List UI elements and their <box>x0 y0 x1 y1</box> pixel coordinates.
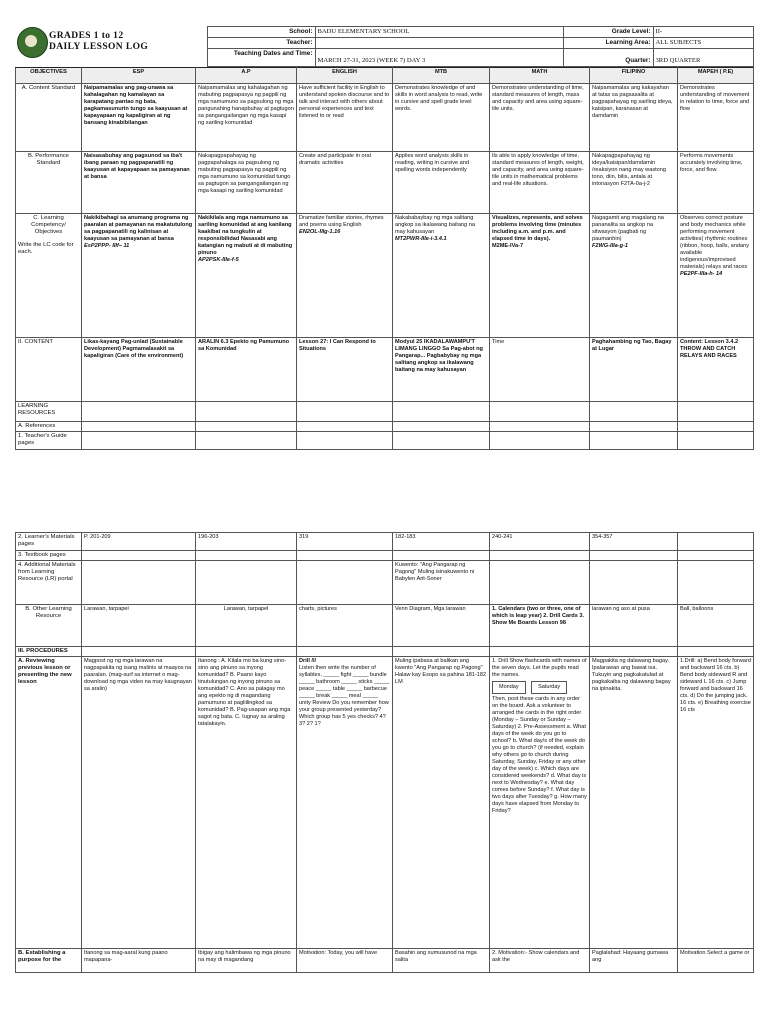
title-daily-lesson-log: DAILY LESSON LOG <box>49 42 149 52</box>
review-math-cell <box>490 657 590 949</box>
subject-english: ENGLISH <box>297 68 393 84</box>
review-mapeh: 1.Drill: a) Bend body forward and backward 16 cts. b) Bend body sideward R and sideward L 16 cts. c) Jump forward and backward 16 cts. d) Do the jumping jack. 16 cts. e) Breathing exercise 16 cts <box>678 657 754 949</box>
learning-area-value: ALL SUBJECTS <box>653 38 753 49</box>
performance-standard-english: Create and participate in oral dramatic activities <box>297 152 393 214</box>
competency-row <box>16 214 754 338</box>
competency-english-cell <box>297 214 393 338</box>
content-row <box>16 338 754 402</box>
lm-mapeh <box>678 533 754 551</box>
review-english-title: Drill /l/ <box>299 658 317 664</box>
subject-esp: ESP <box>82 68 196 84</box>
learning-resources-row <box>16 402 754 422</box>
teacher-label: Teacher: <box>207 38 315 49</box>
lm-english: 319 <box>297 533 393 551</box>
lm-ap: 196-203 <box>196 533 297 551</box>
content-esp: Likas-kayang Pag-unlad (Sustainable Development) Pagmamalasakit sa kapaligiran (Care of the environment) <box>82 338 196 402</box>
other-ap: Larawan, tarpapel <box>196 605 297 647</box>
competency-mtb: Nakababaybay ng mga salitang angkop sa ikalawang baitang na may kahusayan <box>395 215 475 235</box>
competency-math: Visualizes, represents, and solves problems involving time (minutes including a.m. and p.m. and elapsed time in days). <box>492 215 583 242</box>
additional-materials-row <box>16 561 754 605</box>
subject-math: MATH <box>490 68 590 84</box>
subject-filipino: FILIPINO <box>590 68 678 84</box>
competency-mapeh: Observes correct posture and body mechanics while performing movement activities( rhythmic routines (ribbon, hoop, balls, andany available indigenous/improvised materials) relays and races <box>680 215 750 270</box>
other-english: charts, pictures <box>297 605 393 647</box>
competency-mtb-code: MT2PWR-IIIe-i-3.4.1 <box>395 236 447 242</box>
competency-esp-code: EsP2PPP- IIIf– 11 <box>84 243 130 249</box>
performance-standard-filipino: Nakapagpapahayag ng ideya/kaisipan/damdamin /reaksiyon nang may wastong tono, diin, bilis, antala at intonasyon F2TA-0a-j-2 <box>590 152 678 214</box>
content-english: Lesson 27: I Can Respond to Situations <box>297 338 393 402</box>
lm-mtb: 182-183 <box>393 533 490 551</box>
grade-level-label: Grade Level: <box>563 27 653 38</box>
competency-mapeh-code: PE2PF-IIIa-h- 14 <box>680 271 723 277</box>
objectives-header: OBJECTIVES <box>16 68 82 84</box>
lesson-log-page-1 <box>15 26 753 450</box>
review-filipino: Magpakita ng dalawang bagay. Ipalarawan ang bawat isa. Tukuyin ang pagkakatulad at pagkakaiba ng dalawang bagay na ipinakita. <box>590 657 678 949</box>
content-standard-mtb: Demonstrates knowledge of and skills in word analysis to read, write in cursive and spell grade level words. <box>393 84 490 152</box>
content-mtb: Modyul 25 IKADALAWAMPU'T LIMANG LINGGO Sa Pag-abot ng Pangarap... Pagbabybay ng mga salitang angkop sa ikalawang baitang na may kahusayan <box>393 338 490 402</box>
competency-filipino: Nagagamit ang magalang na pananalita sa angkop na sitwasyon (pagbati ng paumanhin) <box>592 215 664 242</box>
title-block <box>49 31 148 53</box>
content-standard-esp: Naipamamalas ang pag-unawa sa kahalagahan ng kamalayan sa karapatang pantao ng bata, pagkamasunurin tungo sa kaayusan at kapayapaan ng kapaligiran at ng bansang kinabibilangan <box>82 84 196 152</box>
purpose-label: B. Establishing a purpose for the <box>16 949 82 973</box>
other-mtb: Venn Diagram, Mga larawan <box>393 605 490 647</box>
review-row <box>16 657 754 949</box>
competency-note: Write the LC code for each. <box>18 242 74 255</box>
day-card-saturday: Saturday <box>531 681 567 694</box>
teaching-dates-value: MARCH 27-31, 2023 (WEEK 7) DAY 3 <box>315 49 563 67</box>
purpose-mapeh: Motivation Select a game or <box>678 949 754 973</box>
teacher-value <box>315 38 563 49</box>
review-english: Listen then write the number of syllables. _____ fight _____ bundle _____ bathroom _____ sticks _____ peace _____ table _____ barbecue _____ break _____ meal _____ unity Review Do you remember how your group presented yesterday? Which group has 5 yes checks? 4? 3? 2? 1? <box>299 665 390 727</box>
quarter-label: Quarter: <box>563 49 653 67</box>
other-filipino: larawan ng aso at pusa <box>590 605 678 647</box>
other-resources-row <box>16 605 754 647</box>
subject-ap: A.P <box>196 68 297 84</box>
content-standard-mapeh: Demonstrates understanding of movement in relation to time, force and flow <box>678 84 754 152</box>
additional-materials-label: 4. Additional Materials from Learning Resource (LR) portal <box>16 561 82 605</box>
content-standard-label: A. Content Standard <box>16 84 82 152</box>
learners-materials-label: 2. Learner's Materials pages <box>16 533 82 551</box>
performance-standard-math: Ils able to apply knowledge of time, standard measures of length, weight, and capacity, and area using square-tile units in mathematical problems and real-life situations. <box>490 152 590 214</box>
competency-ap-cell <box>196 214 297 338</box>
competency-filipino-code: F2WG-IIIa-g-1 <box>592 243 629 249</box>
competency-label: C. Learning Competency/ Objectives <box>31 215 66 235</box>
content-standard-ap: Naipamamalas ang kahalagahan ng mabuting pagpapasya ng pagpili ng mga namumuno sa pagsulong ng mga pangunahing hanapbuhay at pagtugon sa pangangailangan ng mga kasapi ng sariling komunidad <box>196 84 297 152</box>
grade-level-value: II- <box>653 27 753 38</box>
competency-ap: Nakikilala ang mga namumuno sa sariling komunidad at ang kanilang kaakibat na tungkulin at responsibilidad Nasasabi ang katangian ng mabuti at di mabuting pinuno <box>198 215 293 256</box>
content-standard-filipino: Naipamamalas ang kakayahan at tatas sa pagsasalita at pagpapahayag ng sariling ideya, kaisipan, karanasan at damdamin <box>590 84 678 152</box>
other-mapeh: Ball, balloons <box>678 605 754 647</box>
teaching-dates-label: Teaching Dates and Time: <box>207 49 315 67</box>
references-row <box>16 422 754 432</box>
references-label: A. References <box>16 422 82 432</box>
teachers-guide-label: 1. Teacher's Guide pages <box>16 432 82 450</box>
procedures-row <box>16 647 754 657</box>
competency-filipino-cell <box>590 214 678 338</box>
lm-esp: P. 201-209 <box>82 533 196 551</box>
review-mtb: Muling ipabasa at balikan ang kwento "Ang Pangarap ng Pagong" Halaw kay Esopo sa pahina 181-182 LM <box>393 657 490 949</box>
performance-standard-label: B. Performance Standard <box>16 152 82 214</box>
lesson-table-page-1 <box>15 67 754 450</box>
learners-materials-row <box>16 533 754 551</box>
content-label: II. CONTENT <box>16 338 82 402</box>
content-mapeh: Content: Lesson 3.4.2 THROW AND CATCH RELAYS AND RACES <box>678 338 754 402</box>
school-label: School: <box>207 27 315 38</box>
content-standard-row <box>16 84 754 152</box>
additional-mtb: Kuwento: "Ang Pangarap ng Pagong" Muling isinakuwento ni Babylen Arit-Soner <box>393 561 490 605</box>
review-ap: Itanong : A. Kilala mo ba kung sino-sino ang pinuno sa inyong komunidad? B. Paano kayo tinutulungan ng inyong pinuno sa komunidad? C. Ano sa palagay mo ang epekto ng di magandang pamumuno at pagliilingkod sa komunidad? B. Pag-usapan ang mga sagot ng bata. C. Iugnay sa araling tatalakayin. <box>196 657 297 949</box>
other-esp: Larawan, tarpapel <box>82 605 196 647</box>
day-cards <box>492 679 587 696</box>
competency-math-code: M2ME-IVa-7 <box>492 243 524 249</box>
day-card-monday: Monday <box>492 681 526 694</box>
content-math: Time <box>490 338 590 402</box>
purpose-esp: Itanong sa mag-aaral kung paano mapapana- <box>82 949 196 973</box>
content-filipino: Paghahambing ng Tao, Bagay at Lugar <box>590 338 678 402</box>
quarter-value: 3RD QUARTER <box>653 49 753 67</box>
learning-area-label: Learning Area: <box>563 38 653 49</box>
purpose-row <box>16 949 754 973</box>
review-label: A. Reviewing previous lesson or presenting the new lesson <box>16 657 82 949</box>
other-resources-label: B. Other Learning Resource <box>16 605 82 647</box>
competency-esp: Nakikibahagi sa anumang programa ng paaralan at pamayanan na makatutulong sa pagpapanatili ng kalinisan at kaayusan sa pamayanan at bansa <box>84 215 193 242</box>
review-math-assessment: Then, post these cards in any order on the board. Ask a volunteer to arranged the cards in the right order (Monday – Sunday or Sunday – Saturday) 2. Pre-Assessment a. What days of the week do you go to school? b. What day/s of the week do you go to church? (if needed, explain why others go to church during Saturday, Sunday, Friday or any other day of the week) c. Which days are considered weekends? d. What day is next to Wednesday? e. What day comes before Sunday? f. What day is two days after Tuesday? g. How many days have elapsed from Monday to Friday? <box>492 696 587 814</box>
teachers-guide-row <box>16 432 754 450</box>
review-esp: Magpost ng ng mga larawan na nagpapakita ng isang malinis at maayos na paaralan. (mag-surf sa internet o mag-download ng mga video na may kaugnayan sa aralin) <box>82 657 196 949</box>
competency-label-cell <box>16 214 82 338</box>
competency-math-cell <box>490 214 590 338</box>
competency-english-code: EN2OL-IIIg-1.16 <box>299 229 341 235</box>
lesson-log-page-2 <box>15 532 753 973</box>
performance-standard-esp: Naisasabuhay ang pagsunod sa iba't ibang paraan ng pagpapanatili ng kaayusan at kapayapaan sa pamayanan at bansa <box>82 152 196 214</box>
other-math: 1. Calendars (two or three, one of which is leap year) 2. Drill Cards 3. Show Me Boards Lesson 98 <box>490 605 590 647</box>
title-grades: GRADES 1 to 12 <box>49 31 124 41</box>
review-math-drill: 1. Drill Show flashcards with names of the seven days. Let the pupils read the names. <box>492 658 587 678</box>
textbook-row <box>16 551 754 561</box>
content-standard-english: Have sufficient facility in English to understand spoken discourse and to talk and interact with others about personal experiences and text listened to or read <box>297 84 393 152</box>
competency-mtb-cell <box>393 214 490 338</box>
purpose-mtb: Basahin ang sumusunod na mga salita <box>393 949 490 973</box>
purpose-english: Motivation: Today, you will have <box>297 949 393 973</box>
subject-mapeh: MAPEH ( P.E) <box>678 68 754 84</box>
competency-ap-code: AP2PSK-IIIe-f-5 <box>198 257 239 263</box>
performance-standard-mtb: Applies word analysis skills in reading, writing in cursive and spelling words independently <box>393 152 490 214</box>
purpose-filipino: Paglalahad: Hayaang gumawa ang <box>590 949 678 973</box>
performance-standard-row <box>16 152 754 214</box>
learning-resources-label: LEARNING RESOURCES <box>16 402 82 422</box>
competency-english: Dramatize familiar stories, rhymes and poems using English <box>299 215 384 228</box>
subject-mtb: MTB <box>393 68 490 84</box>
purpose-math: 2. Motivation:- Show calendars and ask the <box>490 949 590 973</box>
content-ap: ARALIN 6.3 Epekto ng Pamumuno sa Komunidad <box>196 338 297 402</box>
performance-standard-mapeh: Performs movements accurately involving time, force, and flow. <box>678 152 754 214</box>
deped-seal-logo <box>17 27 48 58</box>
lesson-table-page-2 <box>15 532 754 973</box>
school-value: BADU ELEMENTARY SCHOOL <box>315 27 563 38</box>
performance-standard-ap: Nakapagpapahayag ng pagpapahalaga sa pagsulong ng mabuting pagpapasya ng pagpili ng mga namumuno sa komunidad tungo sa pagtugon sa pangangailangan ng mga kasapi ng sariling komunidad <box>196 152 297 214</box>
review-english-cell <box>297 657 393 949</box>
competency-mapeh-cell <box>678 214 754 338</box>
content-standard-math: Demonstrates understanding of time, standard measures of length, mass and capacity and area using square-tile units. <box>490 84 590 152</box>
textbook-label: 3. Textbook pages <box>16 551 82 561</box>
lm-math: 240-241 <box>490 533 590 551</box>
competency-esp-cell <box>82 214 196 338</box>
purpose-ap: Ibigay ang halimbawa ng mga pinuno na may di magandang <box>196 949 297 973</box>
procedures-label: III. PROCEDURES <box>16 647 82 657</box>
lm-filipino: 354-357 <box>590 533 678 551</box>
